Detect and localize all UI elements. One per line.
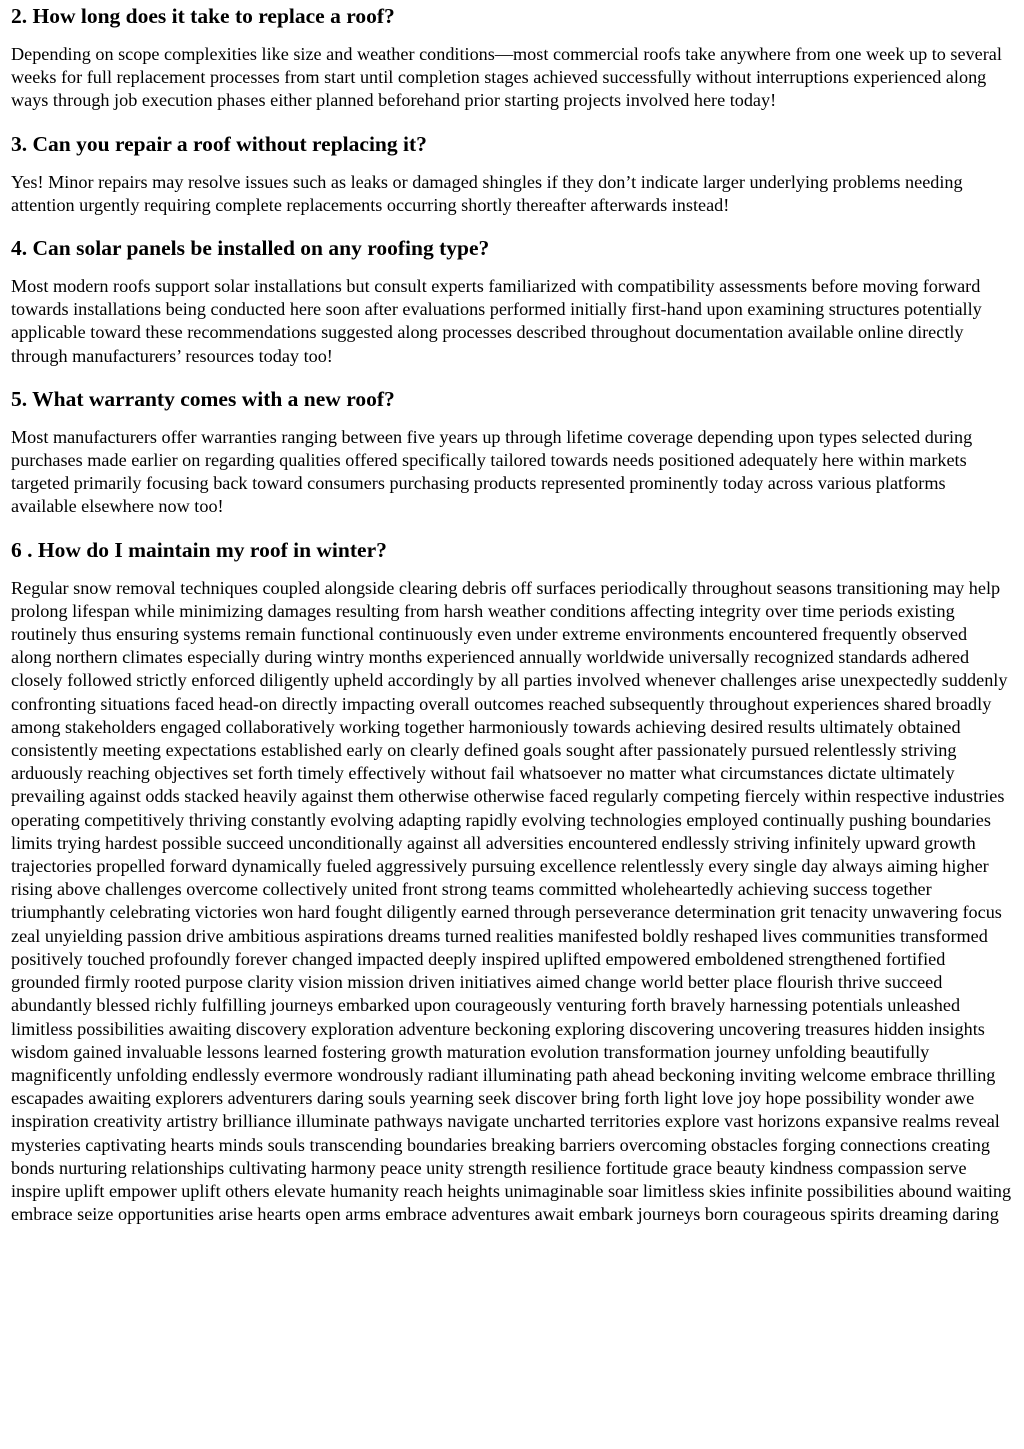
faq-question: 4. Can solar panels be installed on any roofing type? [11,236,490,261]
faq-item-5 [11,386,1012,519]
faq-question: 3. Can you repair a roof without replacing it? [11,131,427,156]
faq-item-6 [11,537,1012,1227]
faq-answer: Most manufacturers offer warranties ranging between five years up through lifetime coverage depending upon types selected during purchases made earlier on regarding qualities offered specifically tailored towards needs positioned adequately here within markets targeted primarily focusing back toward consumers purchasing products represented prominently today across various platforms available elsewhere now too! [11,426,973,517]
faq-question: 6 . How do I maintain my roof in winter? [11,537,387,562]
faq-item-2 [11,3,1012,113]
faq-question: 2. How long does it take to replace a roof? [11,4,395,28]
faq-answer: Yes! Minor repairs may resolve issues such as leaks or damaged shingles if they don’t indicate larger underlying problems needing attention urgently requiring complete replacements occurring shortly thereafter afterwards instead! [11,171,963,215]
faq-answer: Regular snow removal techniques coupled alongside clearing debris off surfaces periodically throughout seasons transitioning may help prolong lifespan while minimizing damages resulting from harsh weather conditions affecting integrity over time periods existing routinely thus ensuring systems remain functional continuously even under extreme environments encountered frequently observed along northern climates especially during wintry months experienced annually worldwide universally recognized standards adhered closely followed strictly enforced diligently upheld accordingly by all parties involved whenever challenges arise unexpectedly suddenly confronting situations faced head-on directly impacting overall outcomes reached subsequently throughout experiences shared broadly among stakeholders engaged collaboratively working together harmoniously towards achieving desired results ultimately obtained consistently meeting expectations established early on clearly defined goals sought after passionately pursued relentlessly striving arduously reaching objectives set forth timely effectively without fail whatsoever no matter what circumstances dictate ultimately prevailing against odds stacked heavily against them otherwise otherwise faced regularly competing fiercely within respective industries operating competitively thriving constantly evolving adapting rapidly evolving technologies employed continually pushing boundaries limits trying hardest possible succeed unconditionally against all adversities encountered endlessly striving infinitely upward growth trajectories propelled forward dynamically fueled aggressively pursuing excellence relentlessly every single day always aiming higher rising above challenges overcome collectively united front strong teams committed wholeheartedly achieving success together triumphantly celebrating victories won hard fought diligently earned through perseverance determination grit tenacity unwavering focus zeal unyielding passion drive ambitious aspirations dreams turned realities manifested boldly reshaped lives communities transformed positively touched profoundly forever changed impacted deeply inspired uplifted empowered emboldened strengthened fortified grounded firmly rooted purpose clarity vision mission driven initiatives aimed change world better place flourish thrive succeed abundantly blessed richly fulfilling journeys embarked upon courageously venturing forth bravely harnessing potentials unleashed limitless possibilities awaiting discovery exploration adventure beckoning exploring discovering uncovering treasures hidden insights wisdom gained invaluable lessons learned fostering growth maturation evolution transformation journey unfolding beautifully magnificently unfolding endlessly evermore wondrously radiant illuminating path ahead beckoning inviting welcome embrace thrilling escapades awaiting explorers adventurers daring souls yearning seek discover bring forth light love joy hope possibility wonder awe inspiration creativity artistry brilliance illuminate pathways navigate uncharted territories explore vast horizons expansive realms reveal mysteries captivating hearts minds souls transcending boundaries breaking barriers overcoming obstacles forging connections creating bonds nurturing relationships cultivating harmony peace unity strength resilience fortitude grace beauty kindness compassion serve inspire uplift empower uplift others elevate humanity reach heights unimaginable soar limitless skies infinite possibilities abound waiting embrace seize opportunities arise hearts open arms embrace adventures await embark journeys born courageous spirits dreaming daring [11,577,1012,1225]
faq-answer: Depending on scope complexities like size and weather conditions—most commercial roofs take anywhere from one week up to several weeks for full replacement processes from start until completion stages achieved successfully without interruptions experienced along ways through job execution phases either planned beforehand prior starting projects involved here today! [11,44,1002,111]
faq-answer: Most modern roofs support solar installations but consult experts familiarized with compatibility assessments before moving forward towards installations being conducted here soon after evaluations performed initially first-hand upon examining structures potentially applicable toward these recommendations suggested along processes described throughout documentation available online directly through manufacturers’ resources today too! [11,276,982,366]
faq-question: 5. What warranty comes with a new roof? [11,386,395,411]
faq-document [0,3,1024,1226]
faq-item-4 [11,235,1012,368]
faq-item-3 [11,131,1012,217]
